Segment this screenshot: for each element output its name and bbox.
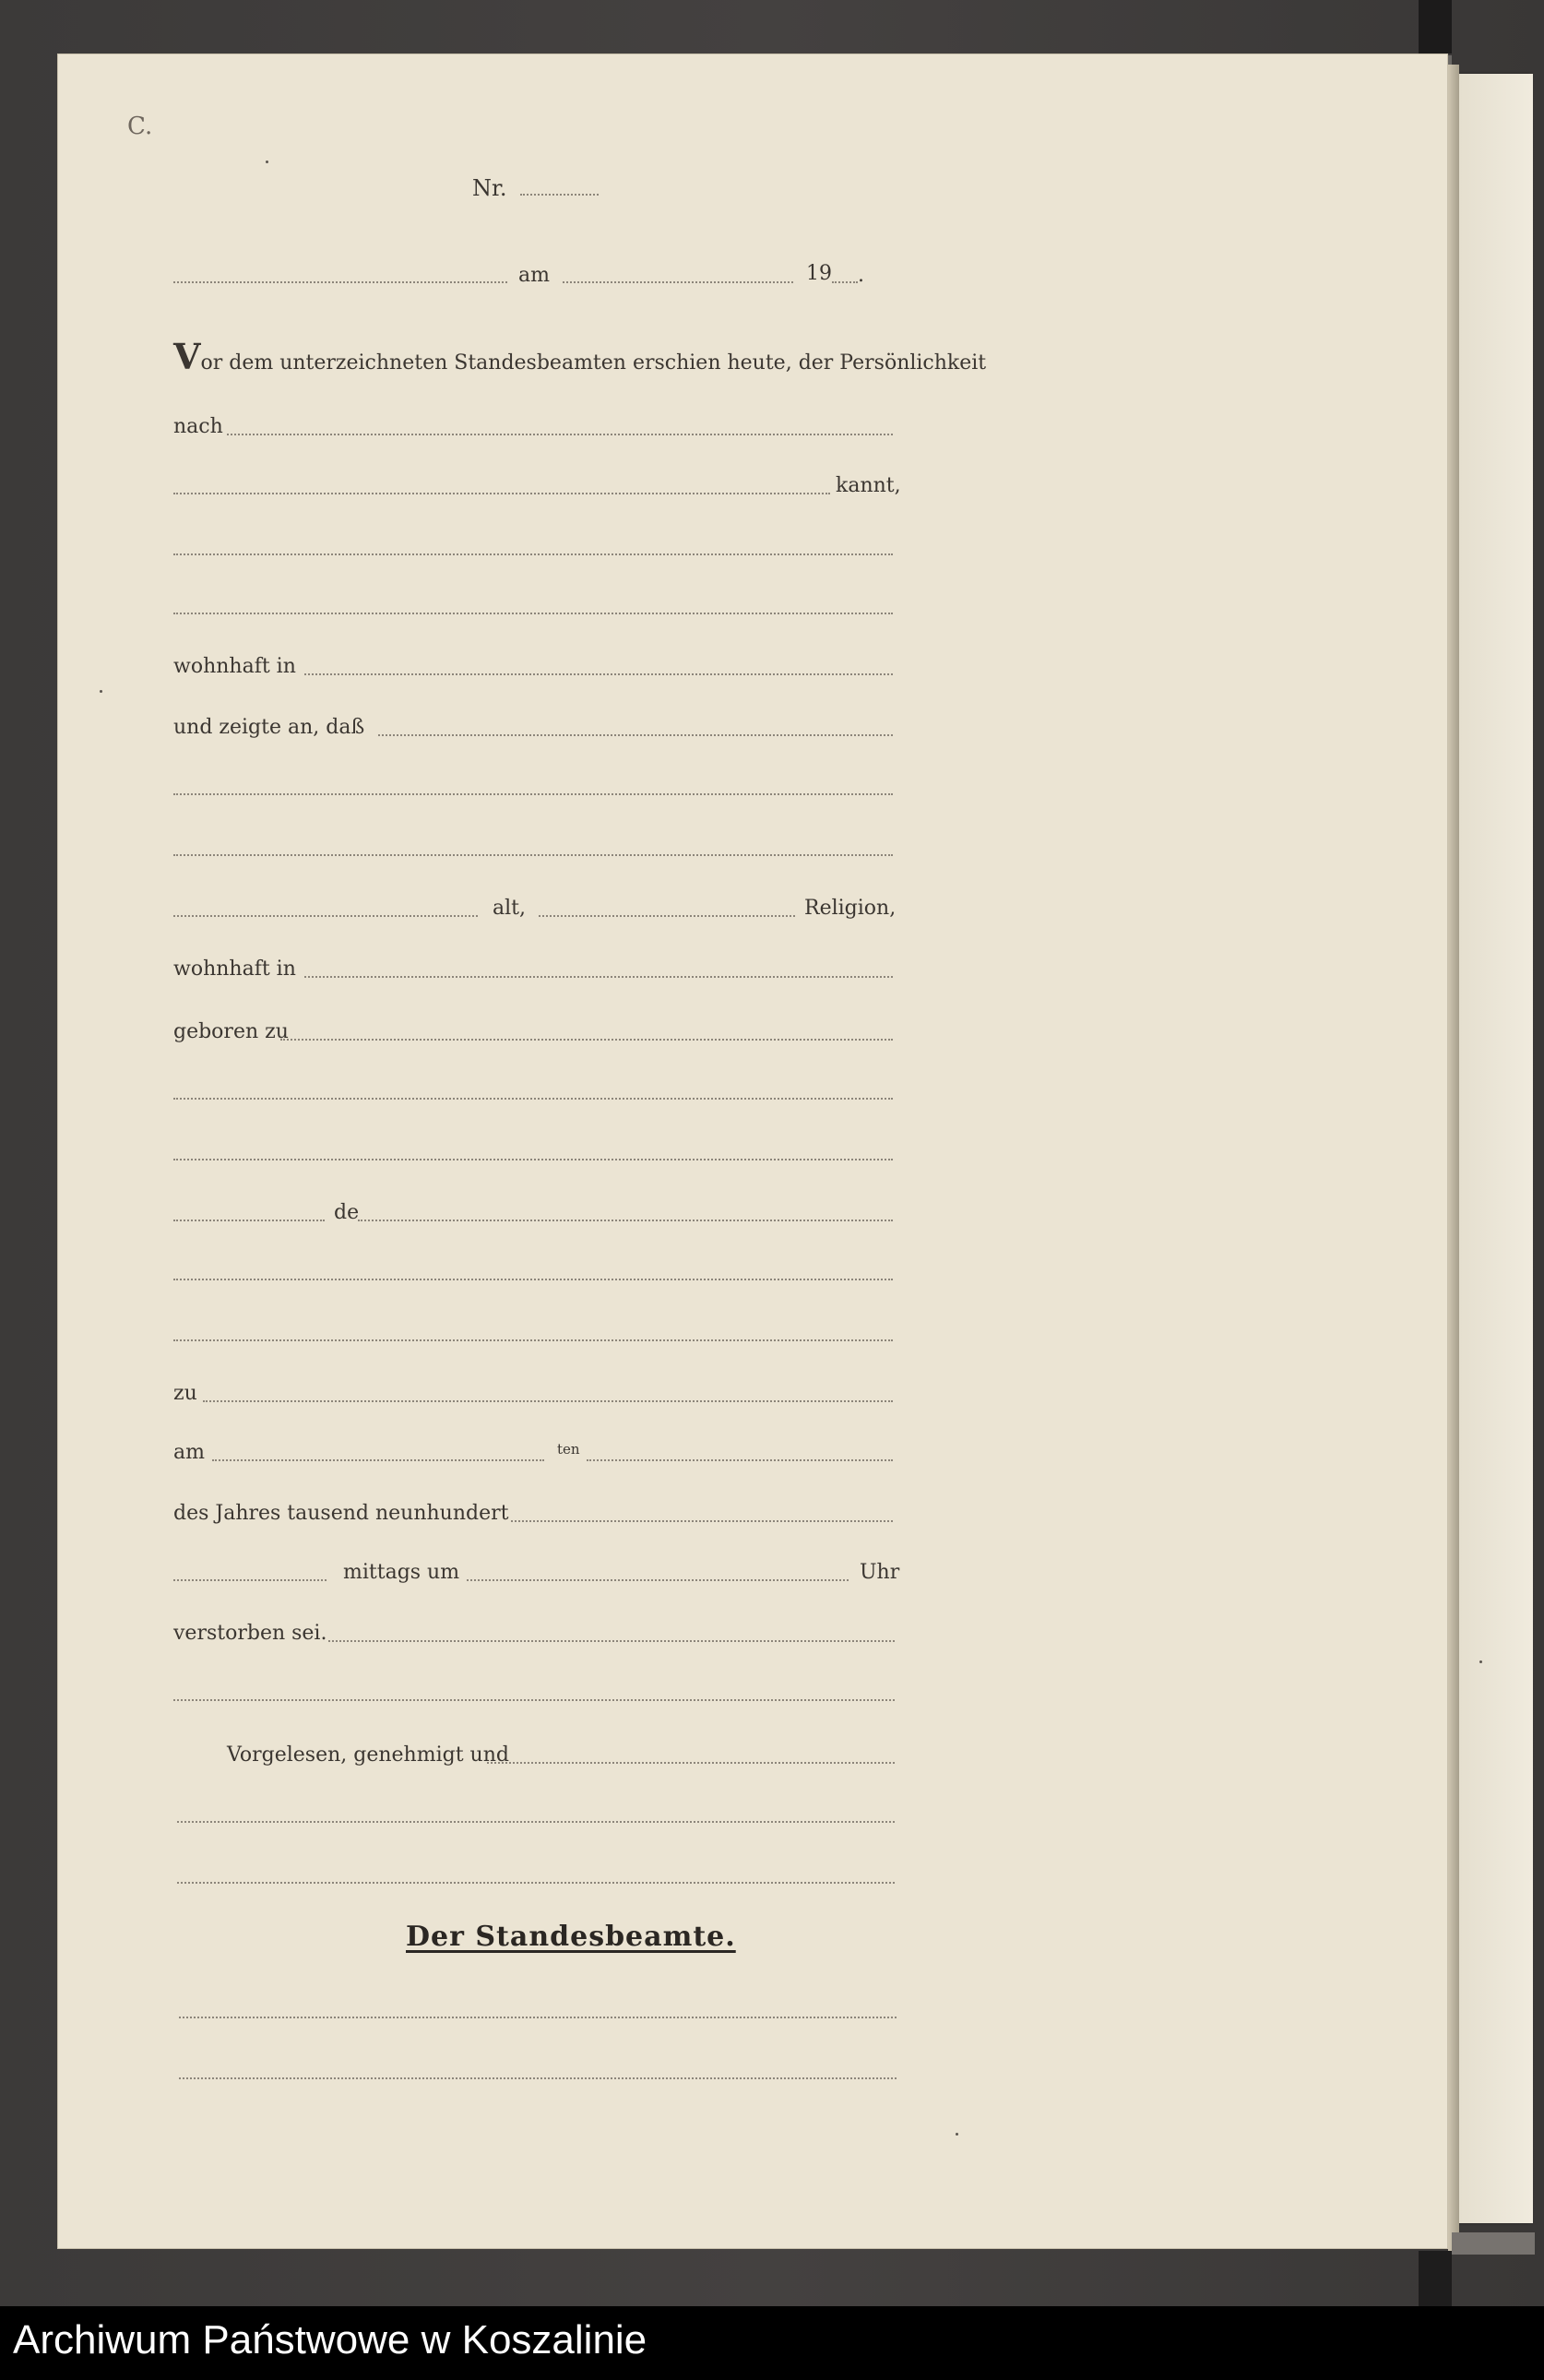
pre-de-field[interactable]: [173, 1220, 325, 1221]
line-field-2[interactable]: [173, 613, 893, 614]
page-edge: [1448, 65, 1459, 2251]
geboren-field[interactable]: [280, 1039, 893, 1041]
alt-label: alt,: [493, 897, 526, 920]
form-corner-letter: C.: [127, 113, 153, 140]
signature-line-2[interactable]: [177, 1882, 895, 1884]
adjacent-page-edge: [1459, 74, 1533, 2223]
paper-speck: [1479, 1660, 1482, 1663]
zeigte-an-label: und zeigte an, daß: [173, 716, 365, 739]
am-label-2: am: [173, 1441, 205, 1464]
signature-line-1[interactable]: [177, 1821, 895, 1823]
vorgelesen-label: Vorgelesen, genehmigt und: [227, 1743, 509, 1767]
nach-label: nach: [173, 415, 223, 438]
intro-rest: or dem unterzeichneten Standesbeamten erschien heute, der Persönlichkeit: [200, 351, 987, 375]
des-jahres-label: des Jahres tausend neunhundert: [173, 1502, 509, 1525]
line-field-7[interactable]: [173, 1279, 893, 1280]
paper-speck: [956, 2133, 958, 2136]
religion-field[interactable]: [539, 915, 795, 917]
year-prefix: 19: [806, 262, 832, 285]
age-field[interactable]: [173, 915, 478, 917]
line-field-3[interactable]: [173, 793, 893, 795]
line-field-5[interactable]: [173, 1098, 893, 1100]
uhr-label: Uhr: [860, 1561, 900, 1584]
binding-shadow-top: [1419, 0, 1452, 54]
time-of-day-field[interactable]: [173, 1579, 327, 1581]
vorgelesen-field[interactable]: [487, 1762, 895, 1764]
wohnhaft-label-2: wohnhaft in: [173, 958, 296, 981]
official-signature-line-2[interactable]: [179, 2077, 897, 2079]
document-page: [57, 54, 1448, 2249]
de-label: de: [334, 1201, 360, 1224]
am-label: am: [518, 264, 550, 287]
zu-label: zu: [173, 1382, 197, 1405]
identity-field[interactable]: [173, 493, 830, 494]
de-field[interactable]: [358, 1220, 893, 1221]
verstorben-label: verstorben sei.: [173, 1622, 327, 1645]
hour-field[interactable]: [467, 1579, 849, 1581]
intro-text: [173, 336, 987, 377]
standesbeamte-heading: Der Standesbeamte.: [406, 1921, 736, 1953]
place-field[interactable]: [173, 281, 507, 283]
zeigte-an-field[interactable]: [378, 734, 893, 736]
nr-field[interactable]: [520, 194, 599, 196]
intro-initial: V: [173, 336, 201, 377]
ten-label: ten: [557, 1441, 580, 1458]
year-period: .: [858, 264, 864, 287]
wohnhaft-field[interactable]: [304, 673, 893, 675]
line-field-4[interactable]: [173, 854, 893, 856]
zu-field[interactable]: [203, 1400, 893, 1402]
year-text-field[interactable]: [511, 1520, 893, 1522]
line-field-1[interactable]: [173, 553, 893, 555]
wohnhaft-field-2[interactable]: [304, 976, 893, 978]
day-field[interactable]: [212, 1459, 544, 1461]
kannt-label: kannt,: [836, 474, 901, 497]
official-signature-line-1[interactable]: [179, 2017, 897, 2018]
binding-clip-bottom: [1452, 2232, 1535, 2255]
paper-speck: [266, 161, 268, 163]
paper-speck: [100, 690, 102, 693]
archive-name: Archiwum Państwowe w Koszalinie: [13, 2317, 647, 2362]
nach-field[interactable]: [227, 434, 893, 435]
month-field[interactable]: [587, 1459, 893, 1461]
mittags-um-label: mittags um: [343, 1561, 460, 1584]
archive-footer: [0, 2306, 1544, 2380]
line-field-6[interactable]: [173, 1159, 893, 1160]
geboren-label: geboren zu: [173, 1020, 289, 1043]
line-field-9[interactable]: [173, 1699, 895, 1701]
wohnhaft-label: wohnhaft in: [173, 655, 296, 678]
line-field-8[interactable]: [173, 1339, 893, 1341]
year-field[interactable]: [832, 281, 858, 283]
religion-label: Religion,: [804, 897, 897, 920]
date-field[interactable]: [563, 281, 793, 283]
verstorben-field[interactable]: [328, 1640, 895, 1642]
nr-label: Nr.: [472, 175, 507, 201]
